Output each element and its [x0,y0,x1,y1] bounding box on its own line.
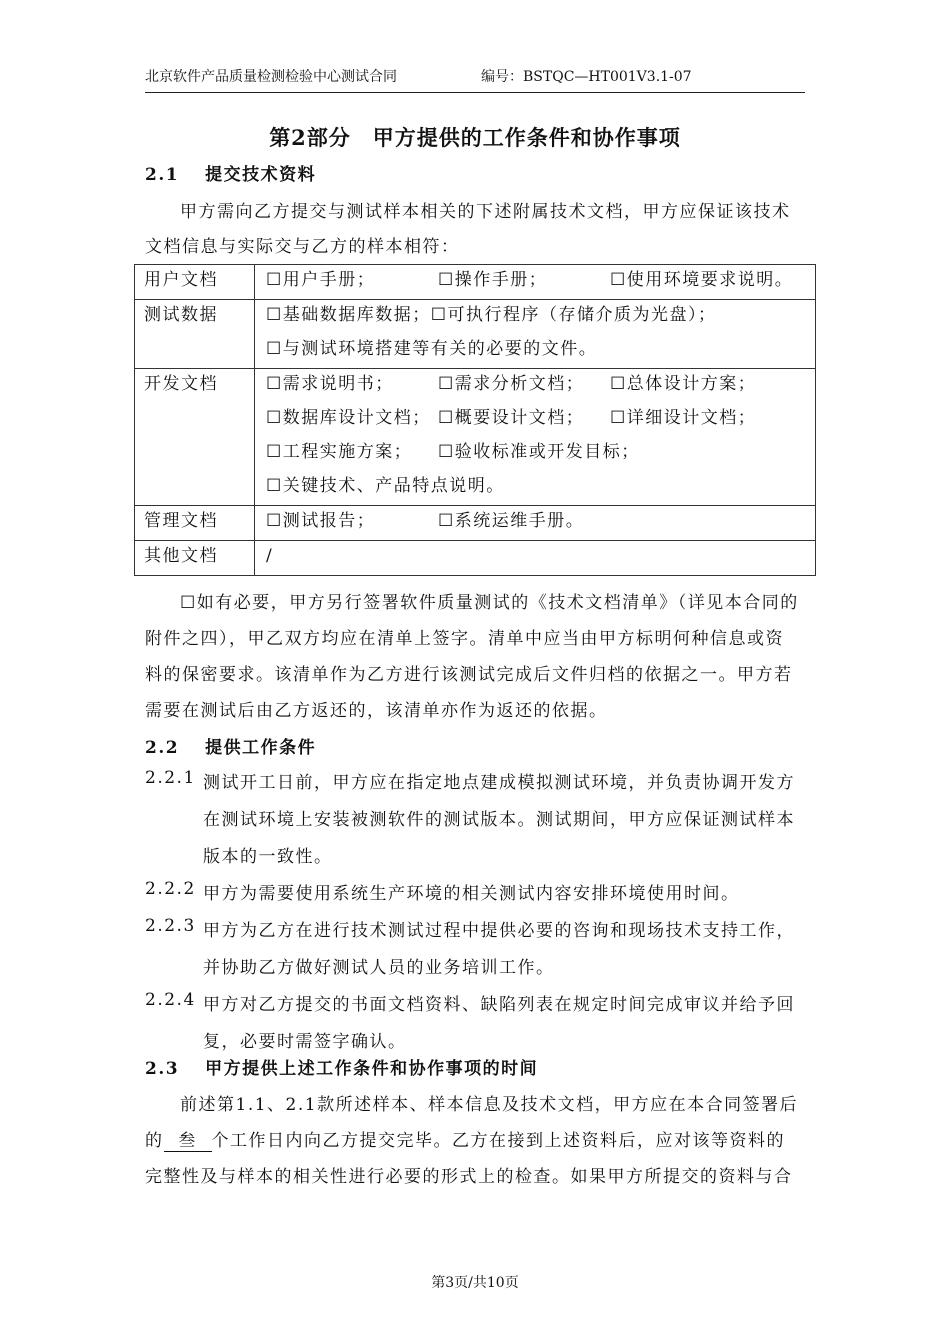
doc-item-line [266,506,815,540]
header-org: 北京软件产品质量检测检验中心测试合同 [145,69,397,85]
timing-prefix: 的 [145,1131,164,1151]
section-title: 提交技术资料 [205,165,317,185]
part-title: 第2部分 甲方提供的工作条件和协作事项 [269,125,681,150]
item-text-line: 复，必要时需签字确认。 [203,1032,407,1052]
checkbox-item: ☐使用环境要求说明。 [610,270,794,290]
section-title: 甲方提供上述工作条件和协作事项的时间 [205,1059,539,1079]
paragraph-line: 附件之四），甲乙双方均应在清单上签字。清单中应当由甲方标明何种信息或资 [145,629,784,649]
section-2-1-heading [145,160,316,185]
page-header [145,62,805,93]
item-text-line: 甲方为乙方在进行技术测试过程中提供必要的咨询和现场技术支持工作， [203,921,795,941]
doc-category: 其他文档 [135,541,255,576]
table-row [135,506,816,541]
doc-item-line [266,471,815,505]
doc-item-line [266,334,815,368]
doc-items [255,506,816,541]
doc-category: 开发文档 [135,369,255,506]
intro-line-2: 文档信息与实际交与乙方的样本相符： [145,237,460,257]
item-text-line: 测试开工日前，甲方应在指定地点建成模拟测试环境，并负责协调开发方 [203,773,795,793]
doc-items [255,300,816,369]
timing-suffix: 个工作日内向乙方提交完毕。乙方在接到上述资料后，应对该等资料的 [211,1131,785,1151]
item-text-line: 并协助乙方做好测试人员的业务培训工作。 [203,958,555,978]
doc-item-line [266,541,815,575]
timing-line-1: 前述第1.1、2.1款所述样本、样本信息及技术文档，甲方应在本合同签署后 [180,1095,799,1115]
doc-item-line [266,300,815,334]
doc-item-line [266,265,815,299]
doc-category: 用户文档 [135,265,255,300]
working-days-blank: 叁 [164,1126,212,1152]
checkbox-item: ☐需求分析文档； [438,374,585,394]
section-title: 提供工作条件 [205,738,317,758]
doc-items [255,541,816,576]
section-2-3-heading [145,1054,538,1079]
paragraph-line: 需要在测试后由乙方返还的，该清单亦作为返还的依据。 [145,701,608,721]
section-number: 2.2 [145,738,180,758]
doc-items [255,369,816,506]
page-number: 第3页/共10页 [431,1275,519,1291]
timing-line-3: 完整性及与样本的相关性进行必要的形式上的检查。如果甲方所提交的资料与合 [145,1167,793,1187]
item-text-line: 甲方为需要使用系统生产环境的相关测试内容安排环境使用时间。 [203,884,740,904]
paragraph-line: 料的保密要求。该清单作为乙方进行该测试完成后文件归档的依据之一。甲方若 [145,665,793,685]
section-number: 2.1 [145,165,180,185]
checkbox-item: ☐与测试环境搭建等有关的必要的文件。 [266,339,598,359]
checkbox-item: ☐系统运维手册。 [438,511,585,531]
checkbox-item: ☐操作手册； [438,270,548,290]
checkbox-item: ☐验收标准或开发目标； [438,442,640,462]
item-text-line: 在测试环境上安装被测软件的测试版本。测试期间，甲方应保证测试样本 [203,810,795,830]
checkbox-item: ☐需求说明书； [266,374,394,394]
checkbox-item: ☐概要设计文档； [438,408,585,428]
doc-item-line [266,437,815,471]
doc-item-line [266,403,815,437]
intro-line-1: 甲方需向乙方提交与测试样本相关的下述附属技术文档，甲方应保证该技术 [180,202,791,222]
paragraph-line: ☐如有必要，甲方另行签署软件质量测试的《技术文档清单》（详见本合同的 [180,593,799,613]
doc-category: 管理文档 [135,506,255,541]
section-number: 2.3 [145,1059,180,1079]
item-number: 2.2.3 [145,916,196,936]
item-number: 2.2.2 [145,879,196,899]
doc-items [255,265,816,300]
table-row [135,369,816,506]
table-row [135,265,816,300]
checkbox-item: / [266,546,274,566]
checkbox-item: ☐基础数据库数据；☐可执行程序（存储介质为光盘）； [266,305,717,325]
checkbox-item: ☐数据库设计文档； [266,408,431,428]
timing-line-2 [145,1126,785,1152]
item-number: 2.2.1 [145,768,196,788]
table-row [135,300,816,369]
checkbox-item: ☐工程实施方案； [266,442,413,462]
documents-table [134,264,816,576]
checkbox-item: ☐详细设计文档； [610,408,757,428]
doc-item-line [266,369,815,403]
item-number: 2.2.4 [145,990,196,1010]
item-text-line: 甲方对乙方提交的书面文档资料、缺陷列表在规定时间完成审议并给予回 [203,995,795,1015]
header-contract-number: 编号：BSTQC—HT001V3.1-07 [481,69,692,85]
table-row [135,541,816,576]
checkbox-item: ☐测试报告； [266,511,376,531]
section-2-2-heading [145,733,316,758]
checkbox-item: ☐总体设计方案； [610,374,757,394]
item-text-line: 版本的一致性。 [203,847,333,867]
doc-category: 测试数据 [135,300,255,369]
checkbox-item: ☐用户手册； [266,270,376,290]
checkbox-item: ☐关键技术、产品特点说明。 [266,476,505,496]
